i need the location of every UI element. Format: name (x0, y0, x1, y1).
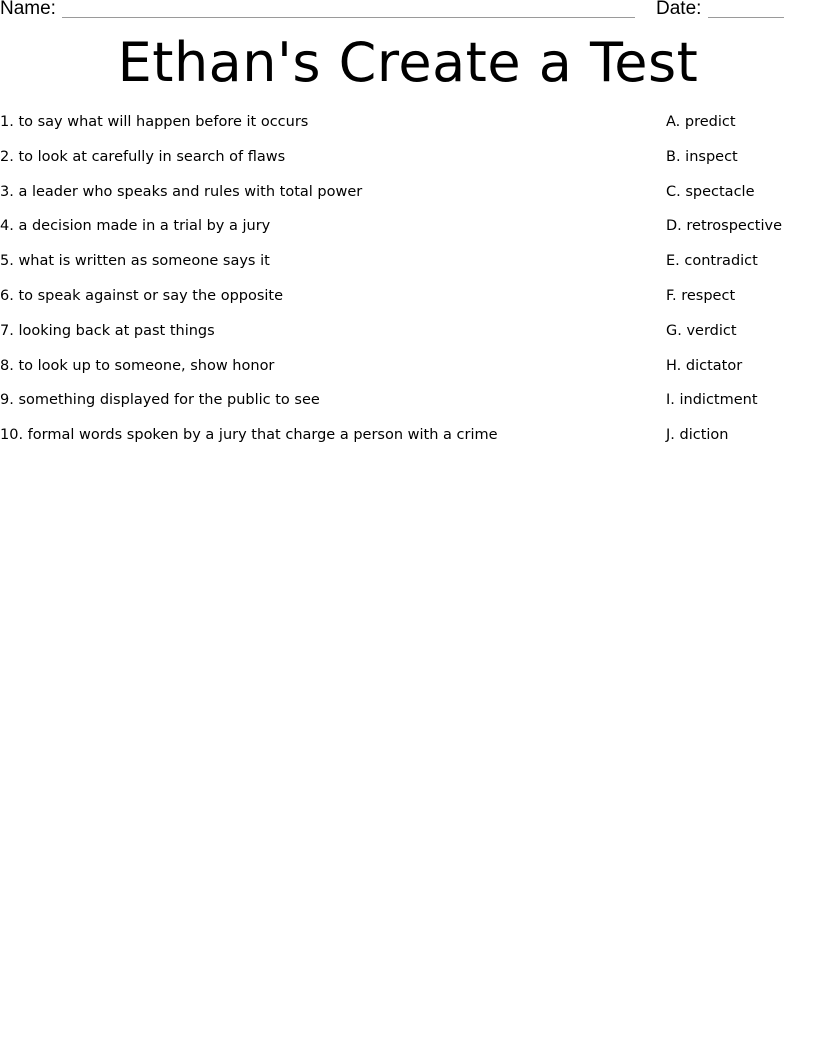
matching-row (0, 389, 816, 424)
clue-item: 8. to look up to someone, show honor (0, 357, 275, 374)
name-label: Name: (0, 0, 56, 19)
clue-item: 5. what is written as someone says it (0, 253, 270, 270)
date-field-line[interactable] (708, 17, 784, 18)
clue-item: 4. a decision made in a trial by a jury (0, 218, 271, 235)
worksheet-header (0, 0, 816, 24)
matching-list (0, 111, 816, 459)
clue-item: 10. formal words spoken by a jury that charge a person with a crime (0, 427, 498, 444)
matching-row (0, 285, 816, 320)
clue-item: 6. to speak against or say the opposite (0, 287, 284, 304)
answer-item: E. contradict (666, 253, 758, 270)
matching-row (0, 111, 816, 146)
answer-item: H. dictator (666, 357, 743, 374)
page-title: Ethan's Create a Test (117, 31, 699, 94)
clue-item: 3. a leader who speaks and rules with total power (0, 183, 363, 200)
answer-item: F. respect (666, 287, 736, 304)
name-field-line[interactable] (62, 17, 635, 18)
clue-item: 2. to look at carefully in search of flaws (0, 148, 286, 165)
clue-item: 9. something displayed for the public to see (0, 392, 320, 409)
answer-item: I. indictment (666, 392, 758, 409)
answer-item: G. verdict (666, 322, 737, 339)
matching-row (0, 181, 816, 216)
answer-item: C. spectacle (666, 183, 755, 200)
answer-item: D. retrospective (666, 218, 783, 235)
matching-row (0, 424, 816, 459)
answer-item: A. predict (666, 114, 736, 130)
matching-row (0, 320, 816, 355)
clue-item: 1. to say what will happen before it occurs (0, 114, 309, 130)
matching-row (0, 215, 816, 250)
date-label: Date: (656, 0, 702, 19)
answer-item: J. diction (666, 427, 729, 444)
matching-row (0, 250, 816, 285)
matching-row (0, 355, 816, 390)
clue-item: 7. looking back at past things (0, 322, 215, 339)
matching-row (0, 146, 816, 181)
answer-item: B. inspect (666, 148, 738, 165)
